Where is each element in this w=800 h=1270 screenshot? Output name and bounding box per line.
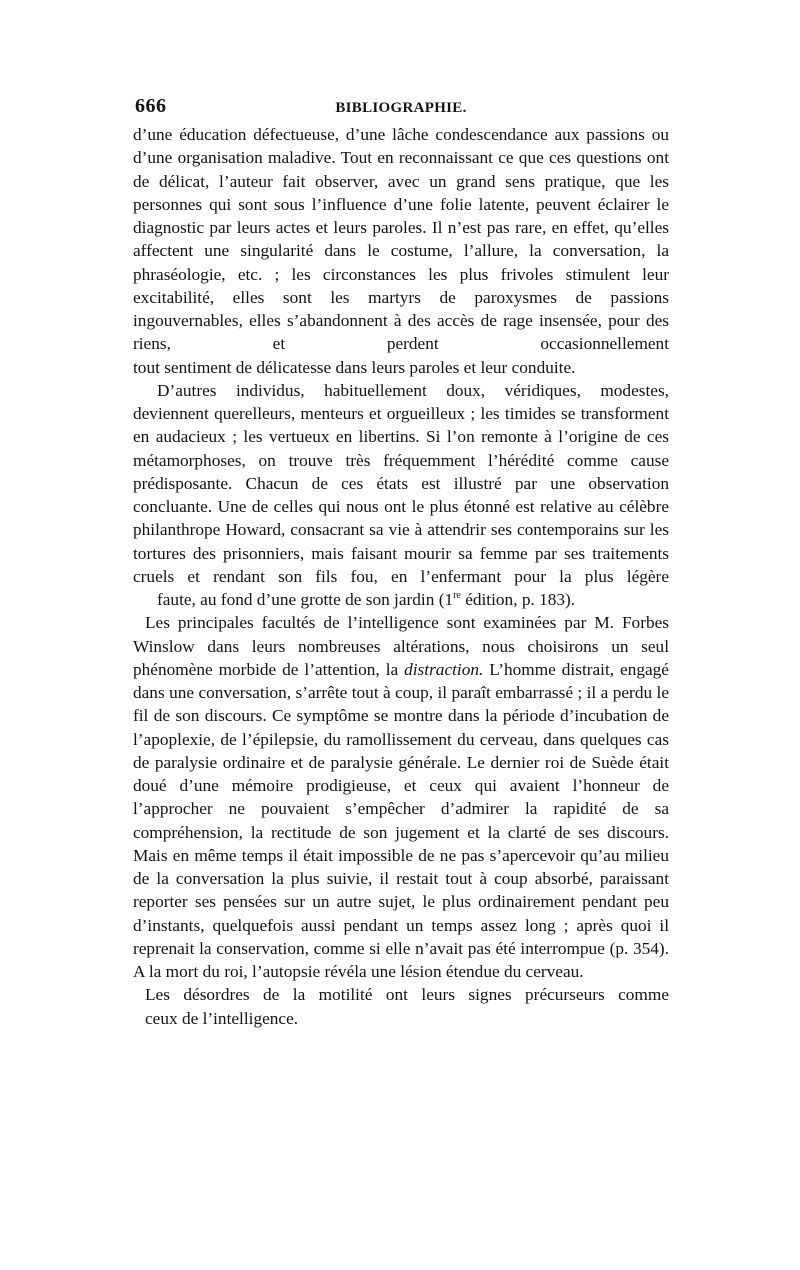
running-title: BIBLIOGRAPHIE. <box>335 100 467 116</box>
page-number: 666 <box>135 95 167 117</box>
paragraph-4-last-line: ceux de l’intelligence. <box>145 1008 299 1028</box>
paragraph-3-text-end: L’homme distrait, engagé dans une conversation, s’arrête tout à coup, il paraît embarrassé ; il a perdu le fil de son discours. Ce symptôme se montre dans la période d’incubation de l’apoplexie, de l’épilepsie, du ramollissement du cerveau, dans quelques cas de paralysie ordinaire et de paralysie générale. Le dernier roi de Suède était doué d’une mémoire prodigieuse, et ceux qui avaient l’honneur de l’approcher ne pouvaient s’empêcher d’admirer la rapidité de sa compréhension, la rectitude de son jugement et la clarté de ses discours. Mais en même temps il était impossible de ne pas s’apercevoir qu’au milieu de la conversation la plus suivie, il restait tout à coup absorbé, paraissant reporter ses pensées sur un autre sujet, le plus ordinairement pendant peu d’instants, quelquefois aussi pendant un temps assez long ; après quoi il reprenait la conservation, comme si elle n’avait pas été interrompue (p. 354). A la mort du roi, l’autopsie révéla une lésion étendue du cerveau. <box>133 659 669 981</box>
paragraph-2-last-line-start: faute, au fond d’une grotte de son jardin (1 <box>157 590 454 609</box>
paragraph-2-last-line-end: édition, p. 183). <box>460 590 576 609</box>
paragraph-4-text: Les désordres de la motilité ont leurs signes précurseurs comme <box>145 985 669 1005</box>
paragraph-1 <box>133 123 669 379</box>
paragraph-2-last-line <box>133 588 669 611</box>
book-page <box>133 95 669 1030</box>
paragraph-3 <box>133 611 669 983</box>
paragraph-3-text-start: Les principales facultés de l’intelligence sont examinées par M. Forbes Winslow dans leurs nombreuses altérations, nous choisirons un seul phénomène morbide de l’attention, la <box>133 613 669 679</box>
edition-superscript: re <box>453 590 461 602</box>
paragraph-1-text: d’une éducation défectueuse, d’une lâche condescendance aux passions ou d’une organisation maladive. Tout en reconnaissant ce que ces questions ont de délicat, l’auteur fait observer, avec un grand sens pratique, que les personnes qui sont sous l’influence d’une folie latente, peuvent éclairer le diagnostic par leurs actes et leurs paroles. Il n’est pas rare, en effet, qu’elles affectent une singularité dans le costume, l’allure, la conversation, la phraséologie, etc. ; les circonstances les plus frivoles stimulent leur excitabilité, elles sont les martyrs de paroxysmes de passions ingouvernables, elles s’abandonnent à des accès de rage insensée, pour des riens, et perdent occasionnellement <box>133 125 669 354</box>
paragraph-2-text: D’autres individus, habituellement doux, véridiques, modestes, deviennent querelleurs, menteurs et orgueilleux ; les timides se transforment en audacieux ; les vertueux en libertins. Si l’on remonte à l’origine de ces métamorphoses, on trouve très fréquemment l’hérédité comme cause prédisposante. Chacun de ces états est illustré par une observation concluante. Une de celles qui nous ont le plus étonné est relative au célèbre philanthrope Howard, consacrant sa vie à attendrir ses contemporains sur les tortures des prisonniers, mais faisant mourir sa femme par ses traitements cruels et rendant son fils fou, en l’enfermant pour la plus légère <box>133 380 669 586</box>
paragraph-4 <box>133 983 669 1030</box>
paragraph-1-last-line: tout sentiment de délicatesse dans leurs paroles et leur conduite. <box>133 357 576 377</box>
page-body <box>133 123 669 1030</box>
page-header <box>133 95 669 123</box>
distraction-term: distraction. <box>404 659 484 679</box>
paragraph-2 <box>133 379 669 612</box>
